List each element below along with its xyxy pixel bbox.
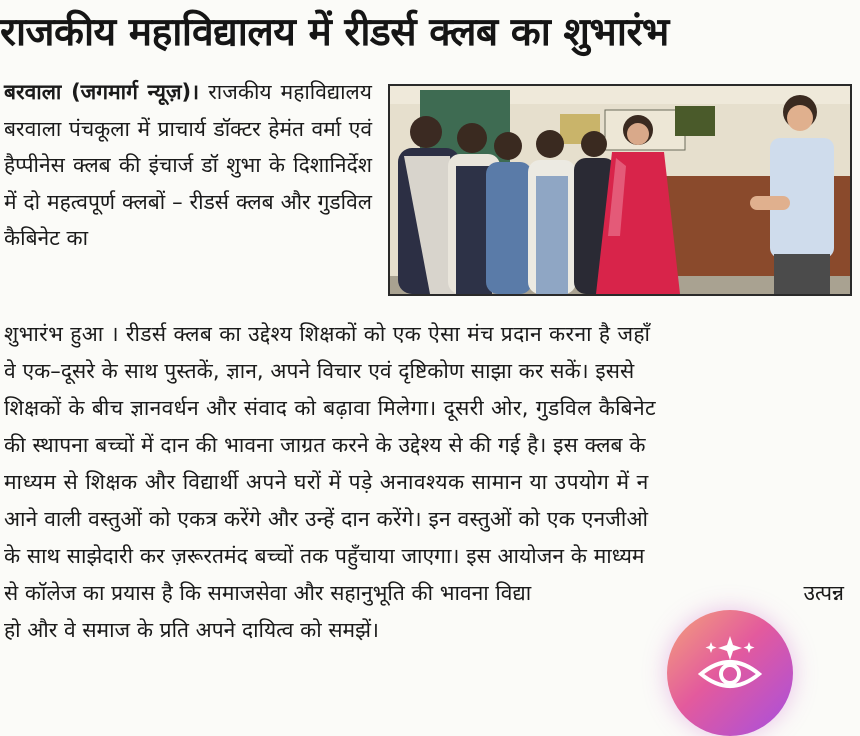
body-line: शुभारंभ हुआ । रीडर्स क्लब का उद्देश्य शिक्षकों को एक ऐसा मंच प्रदान करना है जहाँ (4, 322, 651, 346)
article-body (4, 316, 850, 649)
lead-text: राजकीय महाविद्यालय बरवाला पंचकूला में प्राचार्य डॉक्टर हेमंत वर्मा एवं हैप्पीनेस क्लब की इंचार्ज डॉ शुभा के दिशानिर्देश में दो महत्वपूर्ण क्लबों – रीडर्स क्लब और गुडविल कैबिनेट का (4, 80, 372, 250)
body-line: माध्यम से शिक्षक और विद्यार्थी अपने घरों में पड़े अनावश्यक सामान या उपयोग में न (4, 470, 649, 494)
body-line-8 (4, 575, 850, 612)
lens-sparkle-eye-icon (689, 628, 771, 710)
body-line: की स्थापना बच्चों में दान की भावना जाग्रत करने के उद्देश्य से की गई है। इस क्लब के (4, 433, 646, 457)
body-line-8-start: से कॉलेज का प्रयास है कि समाजसेवा और सहानुभूति की भावना विद्या (4, 581, 532, 605)
group-photo-illustration (390, 86, 850, 294)
body-line-8-end: उत्पन्न (803, 581, 844, 605)
body-line: के साथ साझेदारी कर ज़रूरतमंद बच्चों तक पहुँचाया जाएगा। इस आयोजन के माध्यम (4, 544, 645, 568)
body-line: आने वाली वस्तुओं को एकत्र करेंगे और उन्हें दान करेंगे। इन वस्तुओं को एक एनजीओ (4, 507, 649, 531)
body-line: वे एक–दूसरे के साथ पुस्तकें, ज्ञान, अपने विचार एवं दृष्टिकोण साझा कर सकें। इससे (4, 359, 635, 383)
headline: राजकीय महाविद्यालय में रीडर्स क्लब का शुभारंभ (0, 10, 669, 55)
dateline: बरवाला (जगमार्ग न्यूज़)। (4, 80, 200, 104)
body-line: शिक्षकों के बीच ज्ञानवर्धन और संवाद को बढ़ावा मिलेगा। दूसरी ओर, गुडविल कैबिनेट (4, 396, 656, 420)
lead-paragraph (4, 74, 372, 257)
lens-search-button[interactable] (667, 610, 793, 736)
body-line: हो और वे समाज के प्रति अपने दायित्व को समझें। (4, 618, 379, 642)
article-photo (388, 84, 852, 296)
